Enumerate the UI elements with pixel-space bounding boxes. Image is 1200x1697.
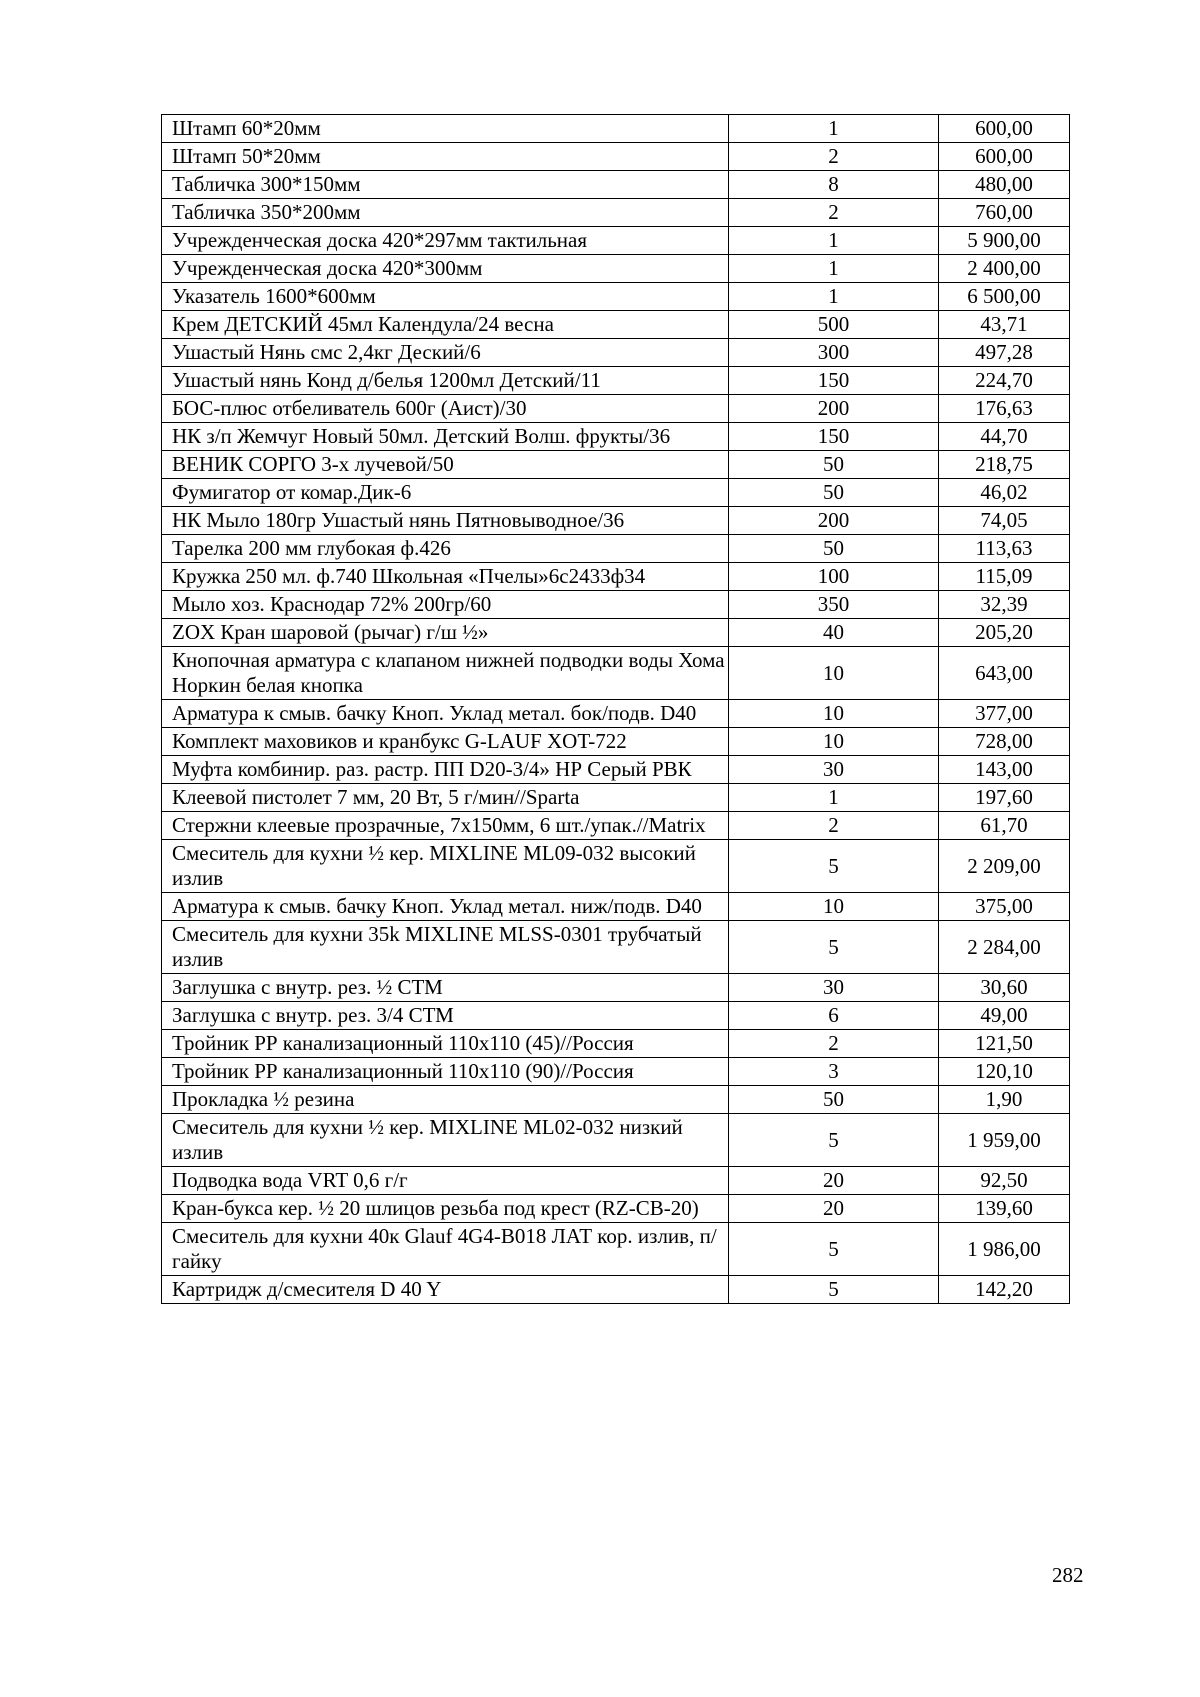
item-name-cell: Смеситель для кухни ½ кер. MIXLINE ML02-032 низкий излив — [162, 1114, 729, 1167]
item-quantity-cell: 100 — [729, 563, 939, 591]
item-price-cell: 120,10 — [939, 1058, 1070, 1086]
item-name-cell: Штамп 60*20мм — [162, 115, 729, 143]
item-quantity-cell: 1 — [729, 255, 939, 283]
item-quantity-cell: 10 — [729, 700, 939, 728]
item-name-cell: Ушастый Нянь смс 2,4кг Деский/6 — [162, 339, 729, 367]
item-quantity-cell: 500 — [729, 311, 939, 339]
table-row — [162, 1276, 1070, 1304]
table-row — [162, 728, 1070, 756]
item-name-cell: Смеситель для кухни 35k MIXLINE MLSS-0301 трубчатый излив — [162, 921, 729, 974]
item-price-cell: 46,02 — [939, 479, 1070, 507]
item-quantity-cell: 5 — [729, 1114, 939, 1167]
table-row — [162, 199, 1070, 227]
item-name-cell: Муфта комбинир. раз. растр. ПП D20-3/4» НР Серый РВК — [162, 756, 729, 784]
item-price-cell: 760,00 — [939, 199, 1070, 227]
table-row — [162, 563, 1070, 591]
item-price-cell: 92,50 — [939, 1167, 1070, 1195]
table-row — [162, 974, 1070, 1002]
item-name-cell: Указатель 1600*600мм — [162, 283, 729, 311]
item-quantity-cell: 5 — [729, 840, 939, 893]
table-row — [162, 1086, 1070, 1114]
item-quantity-cell: 350 — [729, 591, 939, 619]
items-table — [161, 114, 1070, 1304]
items-table-body — [162, 115, 1070, 1304]
table-row — [162, 255, 1070, 283]
table-row — [162, 227, 1070, 255]
item-price-cell: 143,00 — [939, 756, 1070, 784]
table-row — [162, 840, 1070, 893]
table-row — [162, 367, 1070, 395]
item-quantity-cell: 2 — [729, 1030, 939, 1058]
item-price-cell: 176,63 — [939, 395, 1070, 423]
table-row — [162, 893, 1070, 921]
item-name-cell: Мыло хоз. Краснодар 72% 200гр/60 — [162, 591, 729, 619]
item-quantity-cell: 200 — [729, 395, 939, 423]
table-row — [162, 1195, 1070, 1223]
table-row — [162, 756, 1070, 784]
item-name-cell: Кран-букса кер. ½ 20 шлицов резьба под крест (RZ-CB-20) — [162, 1195, 729, 1223]
table-row — [162, 507, 1070, 535]
item-quantity-cell: 10 — [729, 647, 939, 700]
item-name-cell: ZOX Кран шаровой (рычаг) г/ш ½» — [162, 619, 729, 647]
item-quantity-cell: 40 — [729, 619, 939, 647]
item-name-cell: Фумигатор от комар.Дик-6 — [162, 479, 729, 507]
item-price-cell: 377,00 — [939, 700, 1070, 728]
item-price-cell: 74,05 — [939, 507, 1070, 535]
table-row — [162, 1030, 1070, 1058]
item-name-cell: Арматура к смыв. бачку Кноп. Уклад метал. бок/подв. D40 — [162, 700, 729, 728]
item-price-cell: 142,20 — [939, 1276, 1070, 1304]
item-quantity-cell: 2 — [729, 143, 939, 171]
item-name-cell: Кнопочная арматура с клапаном нижней подводки воды Хома Норкин белая кнопка — [162, 647, 729, 700]
item-name-cell: Тройник РР канализационный 110х110 (45)//Россия — [162, 1030, 729, 1058]
table-row — [162, 1058, 1070, 1086]
item-quantity-cell: 1 — [729, 784, 939, 812]
item-price-cell: 43,71 — [939, 311, 1070, 339]
item-quantity-cell: 1 — [729, 115, 939, 143]
table-row — [162, 647, 1070, 700]
item-quantity-cell: 20 — [729, 1195, 939, 1223]
item-quantity-cell: 200 — [729, 507, 939, 535]
item-quantity-cell: 3 — [729, 1058, 939, 1086]
table-row — [162, 591, 1070, 619]
table-row — [162, 812, 1070, 840]
item-name-cell: Комплект маховиков и кранбукс G-LAUF XOT-722 — [162, 728, 729, 756]
item-name-cell: Смеситель для кухни 40к Glauf 4G4-B018 ЛАТ кор. излив, п/гайку — [162, 1223, 729, 1276]
item-price-cell: 375,00 — [939, 893, 1070, 921]
item-price-cell: 218,75 — [939, 451, 1070, 479]
item-quantity-cell: 10 — [729, 893, 939, 921]
item-name-cell: НК Мыло 180гр Ушастый нянь Пятновыводное/36 — [162, 507, 729, 535]
item-name-cell: Стержни клеевые прозрачные, 7х150мм, 6 шт./упак.//Matrix — [162, 812, 729, 840]
item-quantity-cell: 8 — [729, 171, 939, 199]
item-price-cell: 1,90 — [939, 1086, 1070, 1114]
item-quantity-cell: 50 — [729, 1086, 939, 1114]
table-row — [162, 395, 1070, 423]
item-price-cell: 6 500,00 — [939, 283, 1070, 311]
item-name-cell: ВЕНИК СОРГО 3-х лучевой/50 — [162, 451, 729, 479]
item-name-cell: Арматура к смыв. бачку Кноп. Уклад метал. ниж/подв. D40 — [162, 893, 729, 921]
item-price-cell: 61,70 — [939, 812, 1070, 840]
item-name-cell: БОС-плюс отбеливатель 600г (Аист)/30 — [162, 395, 729, 423]
table-row — [162, 311, 1070, 339]
item-quantity-cell: 10 — [729, 728, 939, 756]
item-price-cell: 2 284,00 — [939, 921, 1070, 974]
table-row — [162, 479, 1070, 507]
table-row — [162, 535, 1070, 563]
item-quantity-cell: 30 — [729, 756, 939, 784]
item-name-cell: Учрежденческая доска 420*300мм — [162, 255, 729, 283]
item-quantity-cell: 5 — [729, 921, 939, 974]
item-name-cell: Подводка вода VRT 0,6 г/г — [162, 1167, 729, 1195]
item-price-cell: 497,28 — [939, 339, 1070, 367]
item-price-cell: 1 986,00 — [939, 1223, 1070, 1276]
item-price-cell: 121,50 — [939, 1030, 1070, 1058]
item-name-cell: Заглушка с внутр. рез. 3/4 СТМ — [162, 1002, 729, 1030]
table-row — [162, 1114, 1070, 1167]
item-name-cell: Табличка 300*150мм — [162, 171, 729, 199]
item-quantity-cell: 5 — [729, 1223, 939, 1276]
item-name-cell: Смеситель для кухни ½ кер. MIXLINE ML09-032 высокий излив — [162, 840, 729, 893]
item-name-cell: НК з/п Жемчуг Новый 50мл. Детский Волш. фрукты/36 — [162, 423, 729, 451]
item-quantity-cell: 150 — [729, 367, 939, 395]
item-price-cell: 643,00 — [939, 647, 1070, 700]
table-row — [162, 1223, 1070, 1276]
item-quantity-cell: 30 — [729, 974, 939, 1002]
table-row — [162, 143, 1070, 171]
table-row — [162, 700, 1070, 728]
item-quantity-cell: 2 — [729, 199, 939, 227]
item-name-cell: Табличка 350*200мм — [162, 199, 729, 227]
item-name-cell: Тройник РР канализационный 110х110 (90)//Россия — [162, 1058, 729, 1086]
item-name-cell: Кружка 250 мл. ф.740 Школьная «Пчелы»6с2433ф34 — [162, 563, 729, 591]
item-name-cell: Штамп 50*20мм — [162, 143, 729, 171]
item-price-cell: 44,70 — [939, 423, 1070, 451]
item-quantity-cell: 50 — [729, 479, 939, 507]
table-row — [162, 619, 1070, 647]
item-name-cell: Клеевой пистолет 7 мм, 20 Вт, 5 г/мин//Sparta — [162, 784, 729, 812]
item-price-cell: 30,60 — [939, 974, 1070, 1002]
item-price-cell: 113,63 — [939, 535, 1070, 563]
item-name-cell: Заглушка с внутр. рез. ½ СТМ — [162, 974, 729, 1002]
item-price-cell: 224,70 — [939, 367, 1070, 395]
item-price-cell: 205,20 — [939, 619, 1070, 647]
table-row — [162, 1002, 1070, 1030]
table-row — [162, 115, 1070, 143]
table-row — [162, 423, 1070, 451]
item-quantity-cell: 1 — [729, 283, 939, 311]
table-row — [162, 283, 1070, 311]
table-row — [162, 921, 1070, 974]
table-row — [162, 1167, 1070, 1195]
item-price-cell: 600,00 — [939, 115, 1070, 143]
item-price-cell: 139,60 — [939, 1195, 1070, 1223]
item-quantity-cell: 2 — [729, 812, 939, 840]
item-name-cell: Крем ДЕТСКИЙ 45мл Календула/24 весна — [162, 311, 729, 339]
item-name-cell: Учрежденческая доска 420*297мм тактильная — [162, 227, 729, 255]
item-price-cell: 32,39 — [939, 591, 1070, 619]
item-name-cell: Ушастый нянь Конд д/белья 1200мл Детский/11 — [162, 367, 729, 395]
table-row — [162, 339, 1070, 367]
item-name-cell: Картридж д/смесителя D 40 Y — [162, 1276, 729, 1304]
item-price-cell: 2 209,00 — [939, 840, 1070, 893]
item-price-cell: 197,60 — [939, 784, 1070, 812]
item-quantity-cell: 1 — [729, 227, 939, 255]
item-price-cell: 728,00 — [939, 728, 1070, 756]
item-quantity-cell: 300 — [729, 339, 939, 367]
item-price-cell: 115,09 — [939, 563, 1070, 591]
page-number: 282 — [1052, 1563, 1084, 1587]
item-quantity-cell: 150 — [729, 423, 939, 451]
table-row — [162, 171, 1070, 199]
item-price-cell: 600,00 — [939, 143, 1070, 171]
table-row — [162, 451, 1070, 479]
item-quantity-cell: 20 — [729, 1167, 939, 1195]
table-row — [162, 784, 1070, 812]
item-quantity-cell: 50 — [729, 451, 939, 479]
item-name-cell: Тарелка 200 мм глубокая ф.426 — [162, 535, 729, 563]
item-price-cell: 49,00 — [939, 1002, 1070, 1030]
item-price-cell: 1 959,00 — [939, 1114, 1070, 1167]
item-name-cell: Прокладка ½ резина — [162, 1086, 729, 1114]
item-quantity-cell: 5 — [729, 1276, 939, 1304]
item-quantity-cell: 6 — [729, 1002, 939, 1030]
item-quantity-cell: 50 — [729, 535, 939, 563]
item-price-cell: 5 900,00 — [939, 227, 1070, 255]
item-price-cell: 2 400,00 — [939, 255, 1070, 283]
item-price-cell: 480,00 — [939, 171, 1070, 199]
